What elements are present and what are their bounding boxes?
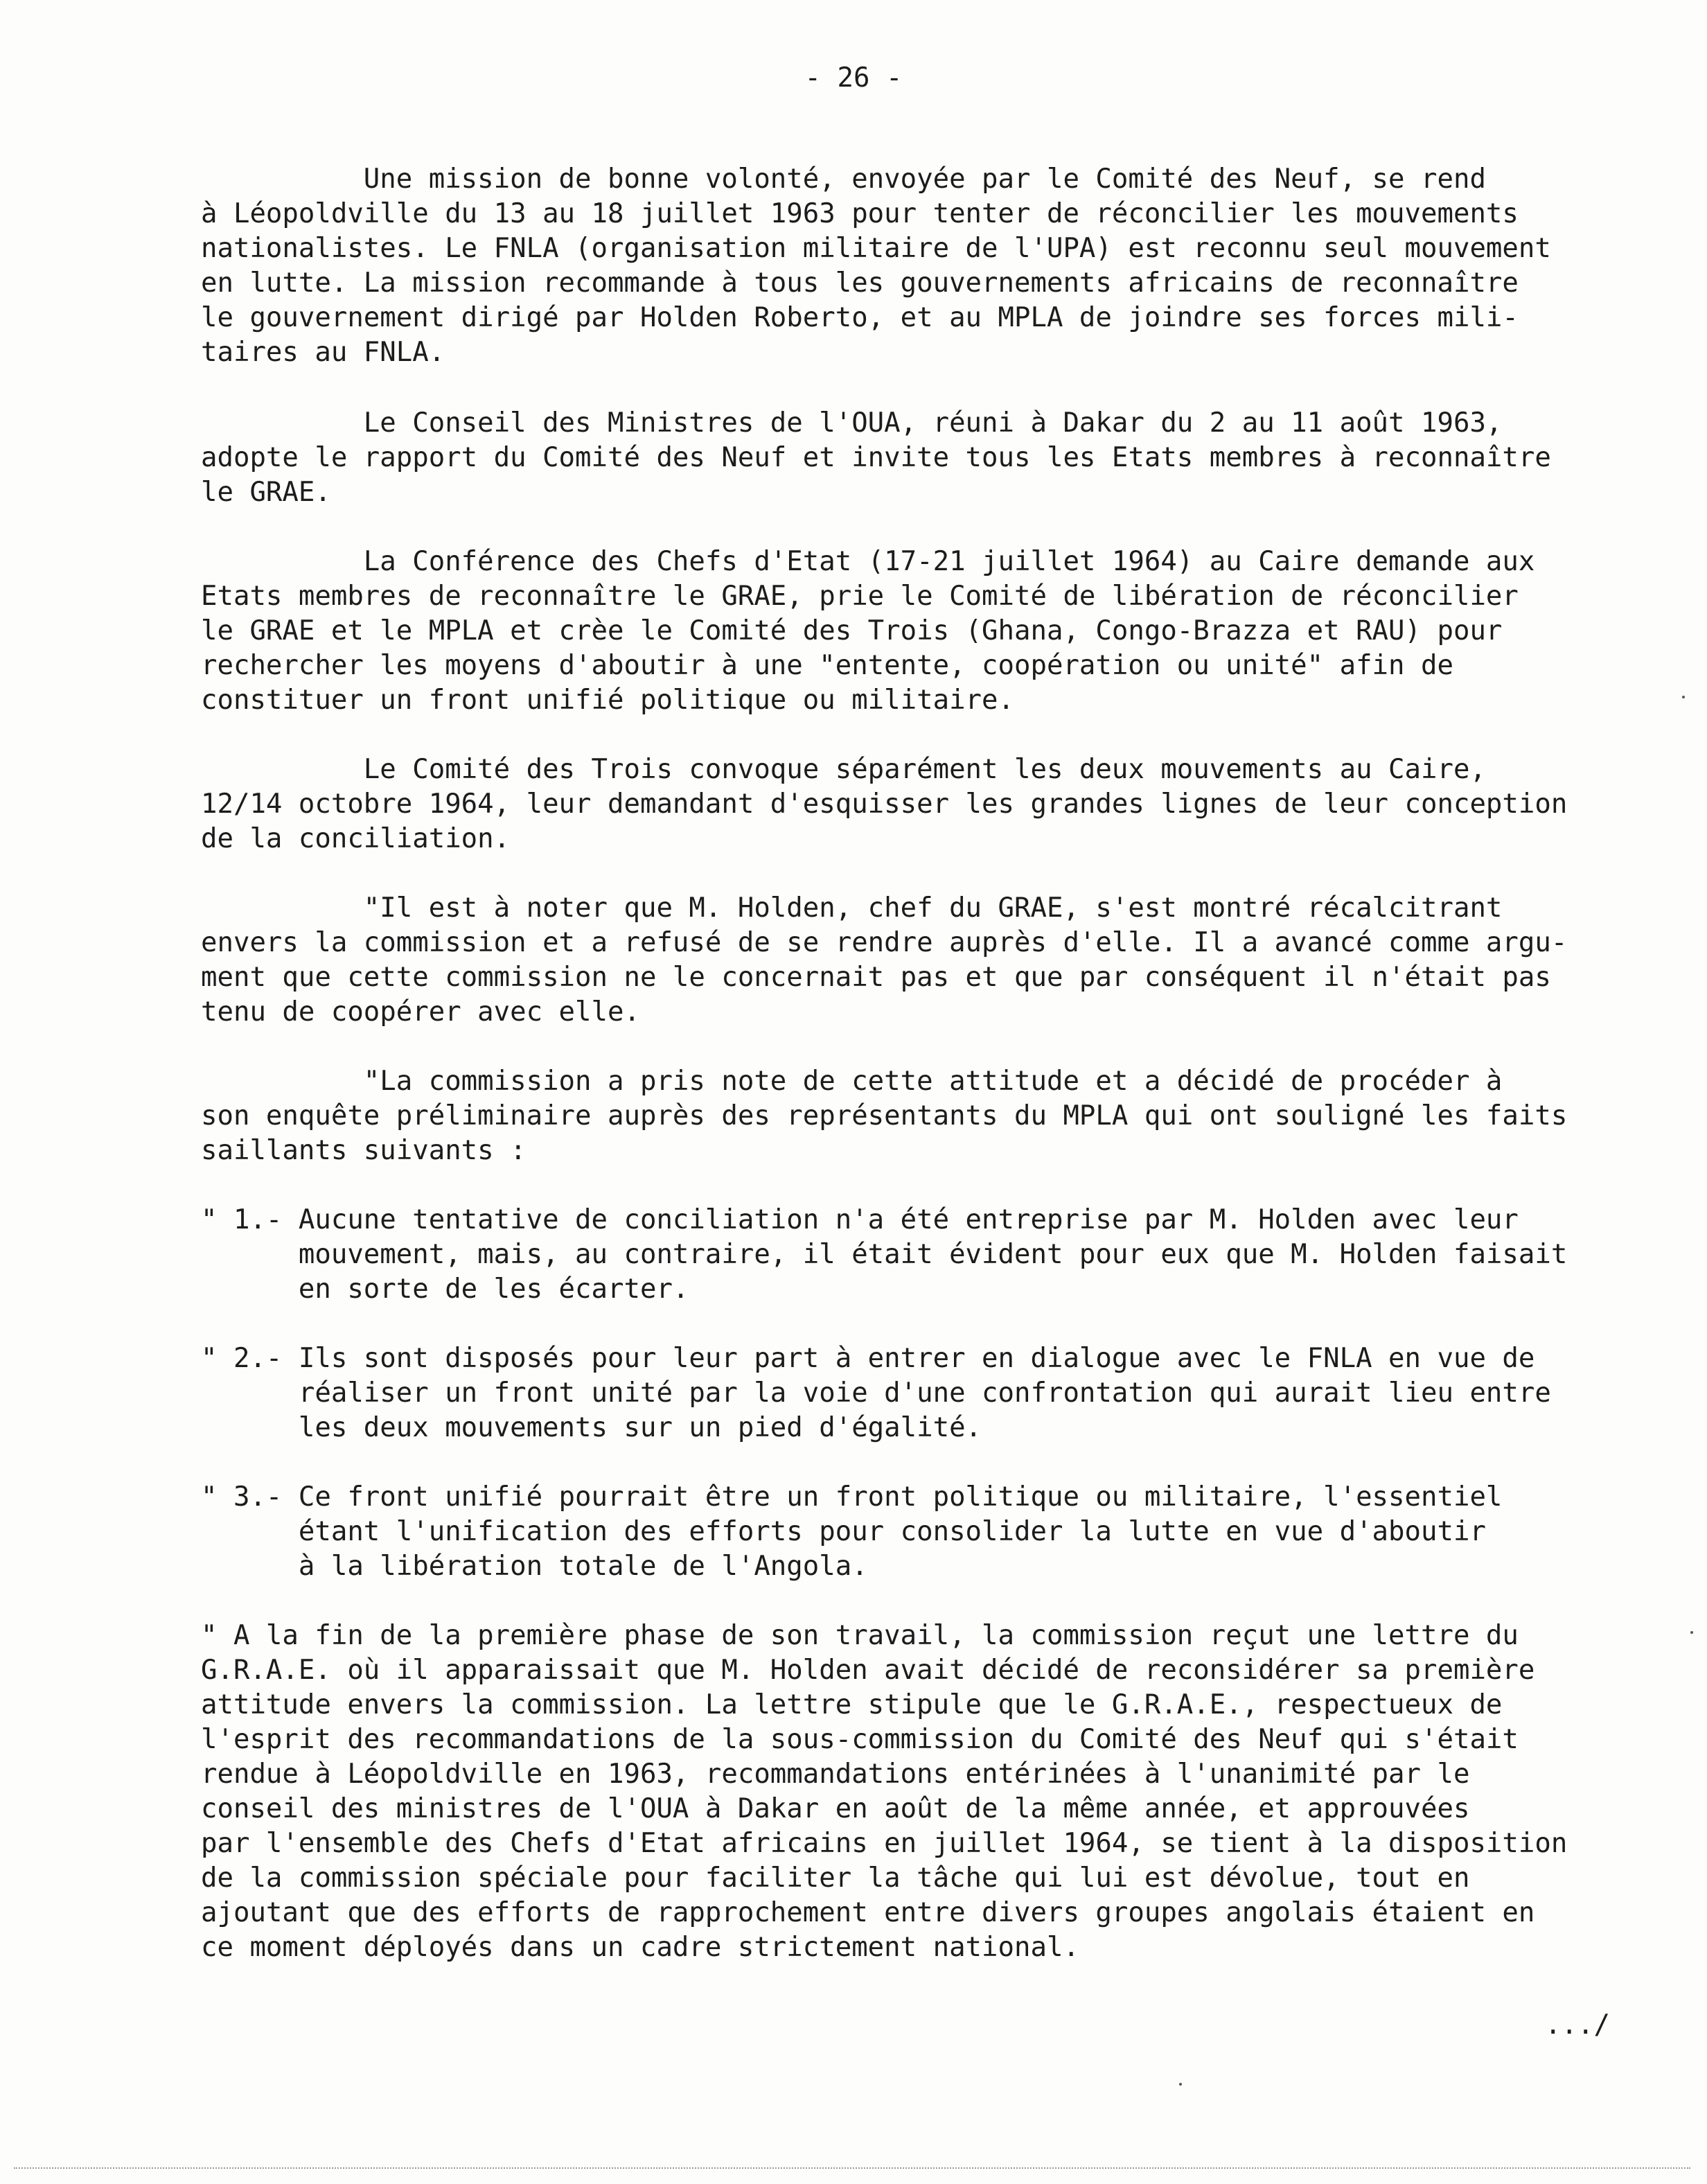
paragraph-fin-premiere-phase: " A la fin de la première phase de son travail, la commission reçut une lettre du G.R.A.E. où il apparaissait que M. Holden avait décidé de reconsidérer sa première attitude envers la commission. La lettre stipule que le G.R.A.E., respectueux de l'esprit des recommandations de la sous-commission du Comité des Neuf qui s'était rendue à Léopoldville en 1963, recommandations entérinées à l'unanimité par le conseil des ministres de l'OUA à Dakar en août de la même année, et approuvées par l'ensemble des Chefs d'Etat africains en juillet 1964, se tient à la disposition de la commission spéciale pour faciliter la tâche qui lui est dévolue, tout en ajoutant que des efforts de rapprochement entre divers groupes angolais étaient en ce moment déployés dans un cadre strictement national.	[201, 1620, 1568, 1963]
paragraph-conference-chefs-etat: La Conférence des Chefs d'Etat (17-21 juillet 1964) au Caire demande aux Etats membres de reconnaître le GRAE, prie le Comité de libération de réconcilier le GRAE et le MPLA et crèe le Comité des Trois (Ghana, Congo-Brazza et RAU) pour rechercher les moyens d'aboutir à une "entente, coopération ou unité" afin de constituer un front unifié politique ou militaire.	[201, 546, 1535, 716]
scan-speck	[1179, 2083, 1182, 2086]
list-item-point-1: " 1.- Aucune tentative de conciliation n'a été entreprise par M. Holden avec leur mouvement, mais, au contraire, il était évident pour eux que M. Holden faisait en sorte de les écarter.	[201, 1204, 1568, 1305]
scan-speck	[1690, 1631, 1693, 1634]
page-number: - 26 -	[804, 62, 903, 94]
continuation-mark: .../	[1545, 2009, 1610, 2041]
scan-speck	[1682, 696, 1685, 698]
scan-edge-line	[14, 2167, 1690, 2169]
paragraph-comite-des-trois: Le Comité des Trois convoque séparément les deux mouvements au Caire, 12/14 octobre 1964, leur demandant d'esquisser les grandes lignes de leur conception de la conciliation.	[201, 754, 1568, 854]
paragraph-holden-recalcitrant: "Il est à noter que M. Holden, chef du GRAE, s'est montré récalcitrant envers la commission et a refusé de se rendre auprès d'elle. Il a avancé comme argu- ment que cette commission ne le concernait pas et que par conséquent il n'était pas tenu de coopérer avec elle.	[201, 892, 1568, 1028]
paragraph-mission-bonne-volonte: Une mission de bonne volonté, envoyée par le Comité des Neuf, se rend à Léopoldville du 13 au 18 juillet 1963 pour tenter de réconcilier les mouvements nationalistes. Le FNLA (organisation militaire de l'UPA) est reconnu seul mouvement en lutte. La mission recommande à tous les gouvernements africains de reconnaître le gouvernement dirigé par Holden Roberto, et au MPLA de joindre ses forces mili- taires au FNLA.	[201, 164, 1551, 368]
list-item-point-3: " 3.- Ce front unifié pourrait être un front politique ou militaire, l'essentiel étant l'unification des efforts pour consolider la lutte en vue d'aboutir à la libération totale de l'Angola.	[201, 1481, 1503, 1582]
paragraph-conseil-ministres: Le Conseil des Ministres de l'OUA, réuni à Dakar du 2 au 11 août 1963, adopte le rapport du Comité des Neuf et invite tous les Etats membres à reconnaître le GRAE.	[201, 407, 1551, 508]
list-item-point-2: " 2.- Ils sont disposés pour leur part à entrer en dialogue avec le FNLA en vue de réaliser un front unité par la voie d'une confrontation qui aurait lieu entre les deux mouvements sur un pied d'égalité.	[201, 1343, 1551, 1443]
paragraph-commission-note: "La commission a pris note de cette attitude et a décidé de procéder à son enquête préliminaire auprès des représentants du MPLA qui ont souligné les faits saillants suivants :	[201, 1066, 1568, 1166]
